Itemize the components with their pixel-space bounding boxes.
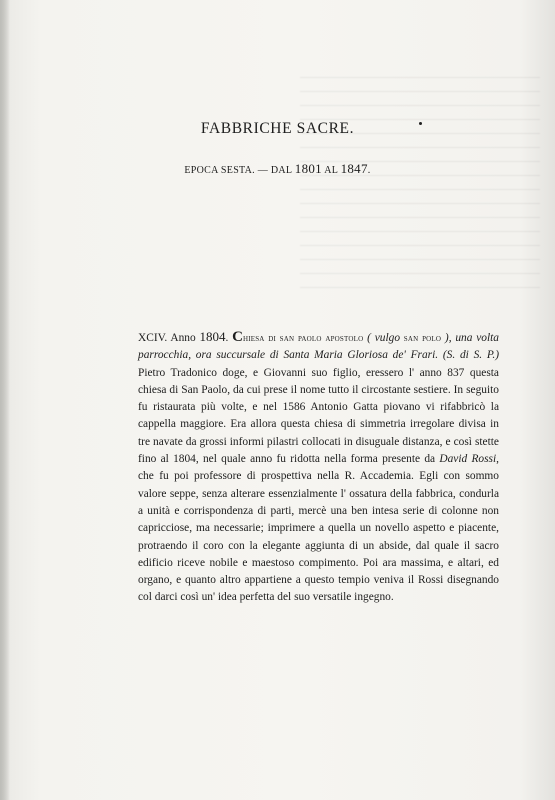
body-text-part2: , che fu poi professore di prospettiva nella R. Accademia. Egli con sommo valore seppe, senza alterare essenzialmente l' ossatura della fabbrica, condurla a unità e corrispondenza di parti, mercè una ben intesa serie di colonne non capricciose, ma necessarie; imprimere a quella un novello aspetto e piacente, protraendo il coro con la elegante aggiunta di un abside, dal quale il sacro edificio riceve nobile e maestoso compimento. Poi ara massima, e altari, ed organo, e quanto altro appartiene a questo tempio veniva il Rossi disegnando col darci così un' idea perfetta del suo versatile ingegno. (138, 453, 499, 604)
epoch-year-end: 1847 (340, 161, 368, 176)
epoch-line (0, 161, 555, 177)
epoch-prefix: EPOCA SESTA. — DAL (184, 165, 295, 176)
church-name: hiesa di san paolo apostolo (242, 333, 364, 344)
entry-number: XCIV. Anno (138, 332, 200, 344)
drop-letter: C (232, 329, 243, 345)
architect-name: David Rossi (439, 453, 497, 466)
epoch-middle: AL (321, 165, 341, 176)
vulgo-label: ( vulgo (363, 332, 404, 344)
epoch-year-start: 1801 (294, 161, 322, 176)
entry-after-year: . (225, 332, 233, 344)
epoch-suffix: . (367, 165, 371, 176)
body-text-part1: Pietro Tradonico doge, e Giovanni suo figlio, eressero l' anno 837 questa chiesa di San Paolo, da cui prese il nome tutto il circostante sestiere. In seguito fu ristaurata più volte, e nel 1586 Antonio Gatta piovano vi rifabbricò la cappella maggiore. Era allora questa chiesa di simmetria irregolare divisa in tre navate da grossi informi pilastri collocati in disuguale distanza, e così stette fino al 1804, nel quale anno fu ridotta nella forma presente da (138, 366, 499, 466)
body-text (138, 328, 499, 607)
san-polo: san polo (403, 333, 442, 344)
entry-paragraph (138, 328, 499, 607)
source-abbreviation: (S. di S. P.) (438, 349, 500, 362)
ink-dot (419, 122, 422, 125)
entry-year: 1804 (199, 329, 226, 344)
bleed-through-text (300, 68, 540, 298)
church-description: ), una volta parrocchia, ora succursale di Santa Maria Gloriosa de' Frari. (138, 332, 499, 362)
page-title: FABBRICHE SACRE. (200, 120, 355, 137)
